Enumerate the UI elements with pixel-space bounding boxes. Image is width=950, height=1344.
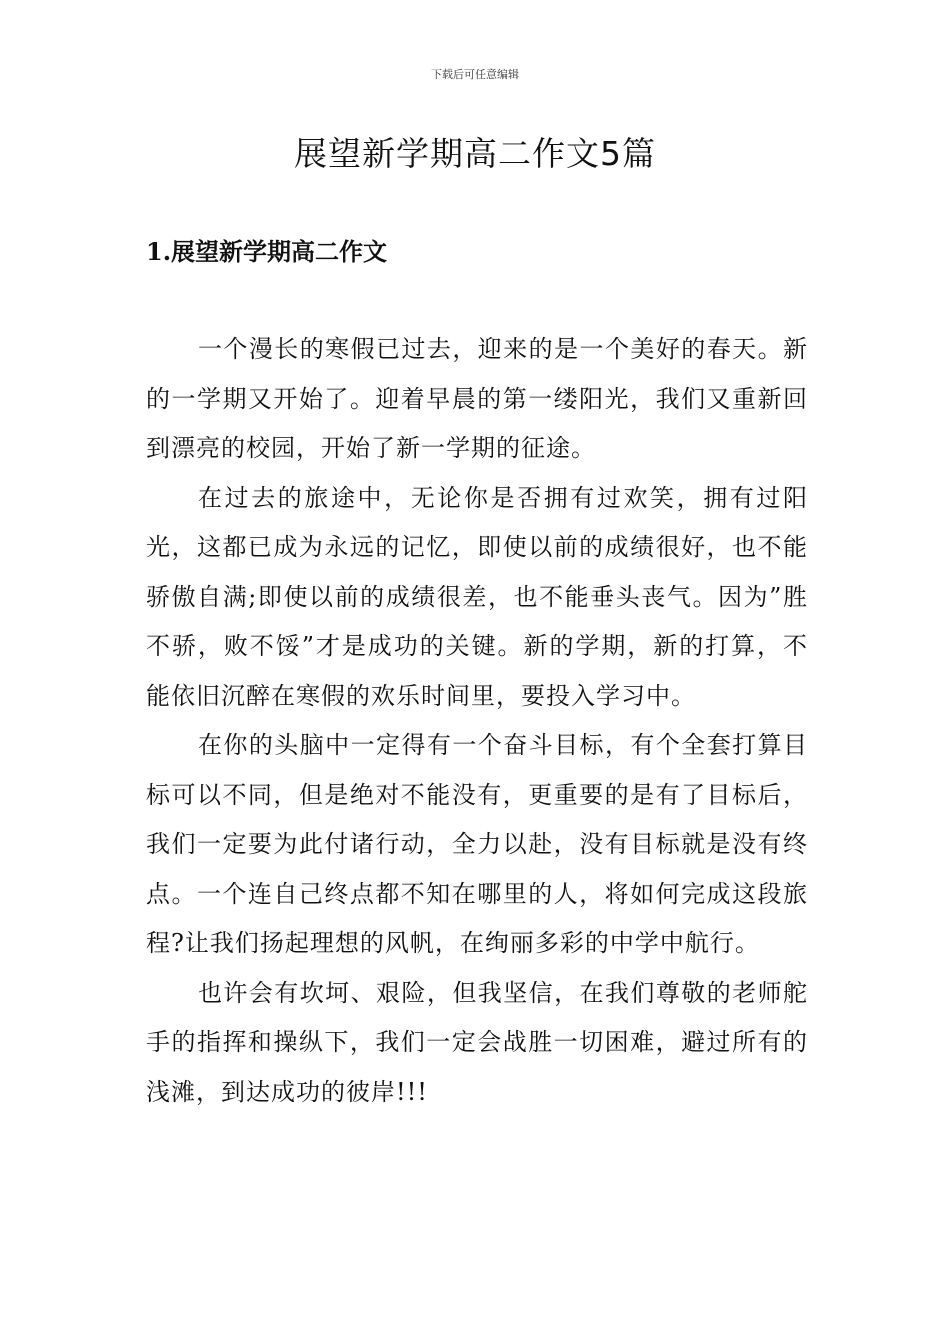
section-heading: 1.展望新学期高二作文 <box>146 237 388 266</box>
paragraph-4: 也许会有坎坷、艰险，但我坚信，在我们尊敬的老师舵手的指挥和操纵下，我们一定会战胜一切困难，避过所有的浅滩，到达成功的彼岸!!! <box>146 978 808 1106</box>
body-text <box>146 325 808 1117</box>
header-note: 下载后可任意编辑 <box>431 68 519 81</box>
paragraph-1: 一个漫长的寒假已过去，迎来的是一个美好的春天。新的一学期又开始了。迎着早晨的第一缕阳光，我们又重新回到漂亮的校园，开始了新一学期的征途。 <box>146 335 808 462</box>
paragraph-3: 在你的头脑中一定得有一个奋斗目标，有个全套打算目标可以不同，但是绝对不能没有，更重要的是有了目标后，我们一定要为此付诸行动，全力以赴，没有目标就是没有终点。一个连自己终点都不知在哪里的人，将如何完成这段旅程?让我们扬起理想的风帆，在绚丽多彩的中学中航行。 <box>146 731 808 957</box>
page-title: 展望新学期高二作文5篇 <box>294 134 656 173</box>
paragraph-2: 在过去的旅途中，无论你是否拥有过欢笑，拥有过阳光，这都已成为永远的记忆，即使以前的成绩很好，也不能骄傲自满;即使以前的成绩很差，也不能垂头丧气。因为”胜不骄，败不馁”才是成功的关键。新的学期，新的打算，不能依旧沉醉在寒假的欢乐时间里，要投入学习中。 <box>146 483 808 710</box>
